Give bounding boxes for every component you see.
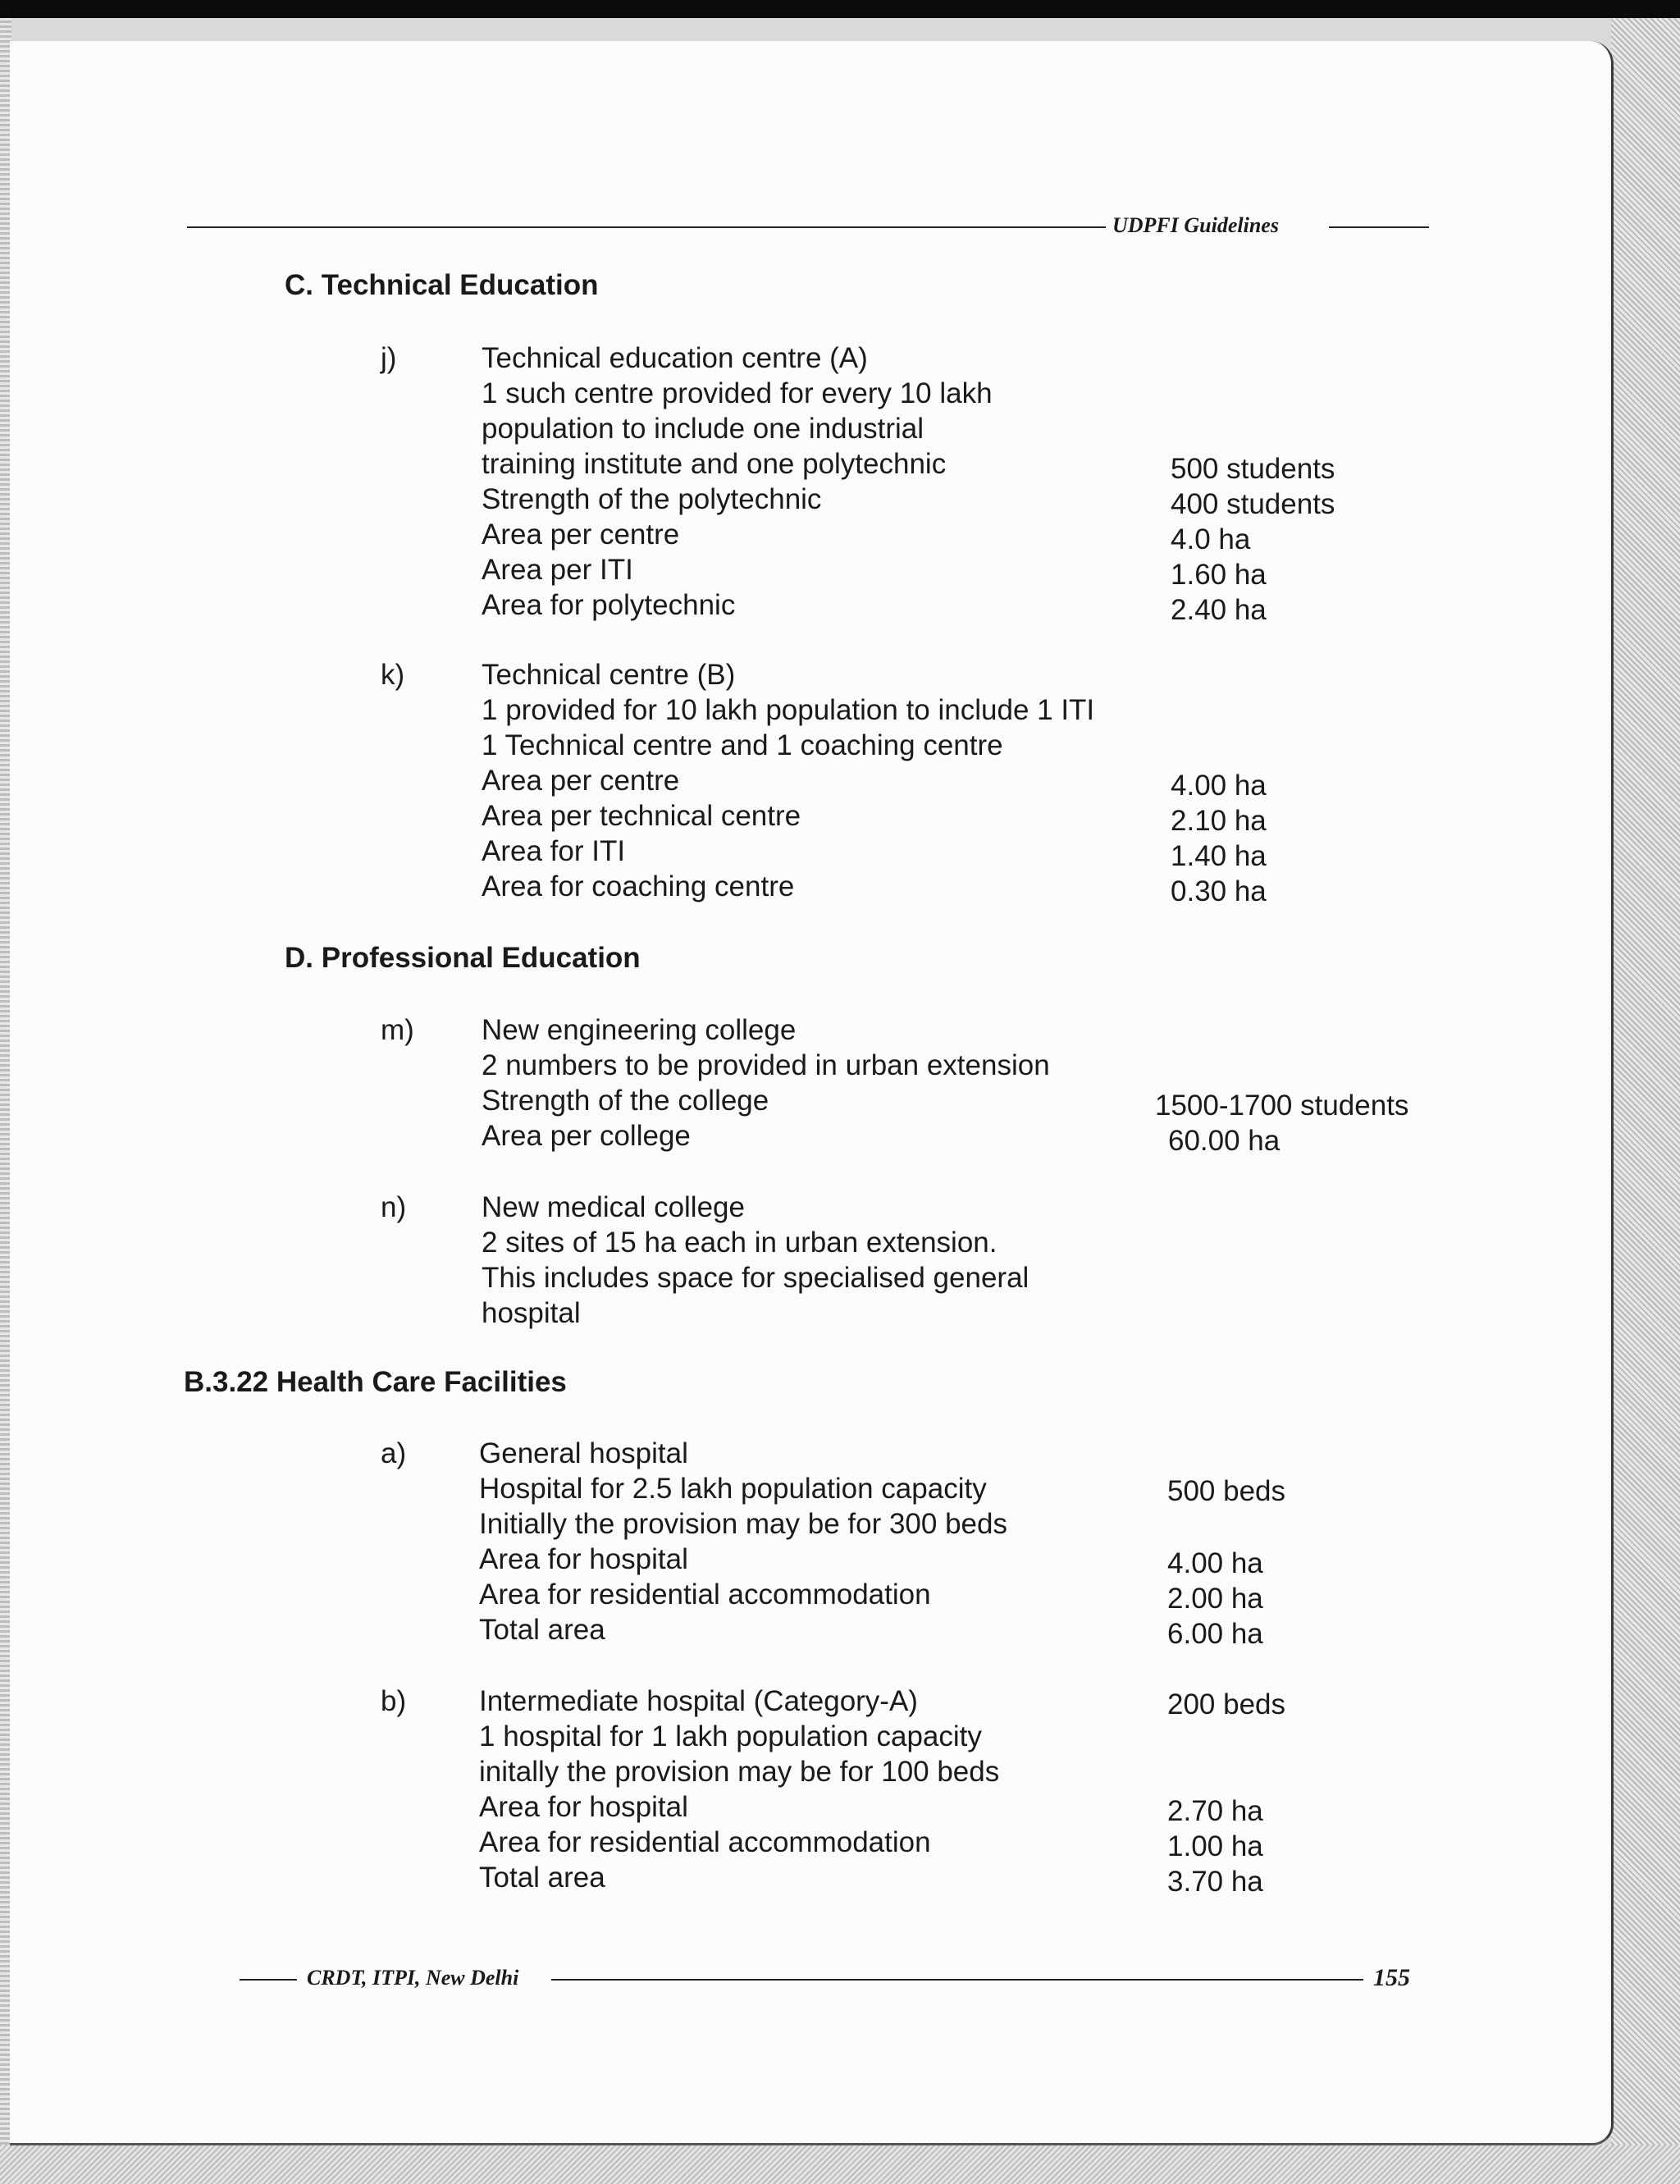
footer-publisher: CRDT, ITPI, New Delhi (307, 1966, 519, 1990)
item-k-line: Technical centre (B) (482, 659, 736, 691)
item-m-line: Strength of the college (482, 1085, 769, 1117)
item-a-line: Total area (479, 1614, 605, 1646)
item-k-line: Area per centre (482, 765, 680, 797)
item-j-line: Strength of the polytechnic (482, 483, 822, 515)
item-b-line: initally the provision may be for 100 beds (479, 1756, 1000, 1788)
item-a-line: General hospital (479, 1437, 688, 1469)
footer-rule-left (240, 1979, 297, 1981)
scan-top-edge (0, 0, 1680, 18)
item-n-line: This includes space for specialised general (482, 1262, 1029, 1294)
item-b-line: 1 hospital for 1 lakh population capacity (479, 1720, 982, 1752)
item-b-line: Intermediate hospital (Category-A) (479, 1685, 918, 1717)
item-label-j: j) (381, 342, 397, 374)
item-m-line: 2 numbers to be provided in urban extension (482, 1049, 1050, 1081)
item-m-line: Area per college (482, 1120, 691, 1152)
item-j-value: 2.40 ha (1171, 594, 1267, 626)
section-title-health-care-facilities: B.3.22 Health Care Facilities (184, 1366, 567, 1398)
item-j-value: 4.0 ha (1171, 523, 1251, 555)
item-a-line: Area for hospital (479, 1543, 688, 1575)
scan-right-edge (1611, 18, 1680, 2184)
item-j-line: Area per centre (482, 519, 680, 551)
item-j-value: 500 students (1171, 453, 1335, 485)
item-b-value: 200 beds (1167, 1688, 1286, 1720)
header-rule-left (187, 226, 1106, 228)
item-label-m: m) (381, 1014, 414, 1046)
item-k-line: Area for ITI (482, 835, 626, 867)
item-b-line: Area for hospital (479, 1791, 688, 1823)
item-j-line: Technical education centre (A) (482, 342, 868, 374)
item-m-value: 1500-1700 students (1155, 1090, 1409, 1122)
item-label-n: n) (381, 1191, 407, 1223)
document-page (10, 41, 1614, 2145)
item-j-line: Area for polytechnic (482, 589, 736, 621)
item-label-a: a) (381, 1437, 407, 1469)
item-k-value: 1.40 ha (1171, 840, 1267, 872)
item-j-line: 1 such centre provided for every 10 lakh (482, 377, 993, 409)
item-k-value: 0.30 ha (1171, 875, 1267, 907)
header-title: UDPFI Guidelines (1112, 213, 1279, 237)
item-k-value: 2.10 ha (1171, 805, 1267, 837)
item-a-line: Hospital for 2.5 lakh population capacity (479, 1473, 987, 1505)
item-j-line: population to include one industrial (482, 413, 924, 445)
item-j-line: training institute and one polytechnic (482, 448, 947, 480)
item-n-line: New medical college (482, 1191, 745, 1223)
header-rule-right (1329, 226, 1429, 228)
item-b-line: Total area (479, 1862, 605, 1894)
page-number: 155 (1373, 1964, 1410, 1991)
scan-bottom-edge (0, 2145, 1680, 2184)
item-a-line: Area for residential accommodation (479, 1579, 931, 1611)
item-label-b: b) (381, 1685, 407, 1717)
item-k-line: Area for coaching centre (482, 870, 795, 902)
item-b-value: 1.00 ha (1167, 1830, 1263, 1862)
item-k-line: 1 provided for 10 lakh population to include 1 ITI (482, 694, 1095, 726)
section-title-technical-education: C. Technical Education (285, 269, 599, 301)
item-j-value: 400 students (1171, 488, 1335, 520)
item-j-line: Area per ITI (482, 554, 633, 586)
item-b-value: 3.70 ha (1167, 1866, 1263, 1898)
footer-rule-right (551, 1979, 1363, 1981)
item-n-line: hospital (482, 1297, 581, 1329)
item-a-line: Initially the provision may be for 300 beds (479, 1508, 1007, 1540)
item-a-value: 6.00 ha (1167, 1618, 1263, 1650)
item-k-value: 4.00 ha (1171, 770, 1267, 802)
item-m-value: 60.00 ha (1168, 1125, 1281, 1157)
item-j-value: 1.60 ha (1171, 559, 1267, 591)
item-k-line: Area per technical centre (482, 800, 801, 832)
item-m-line: New engineering college (482, 1014, 797, 1046)
item-n-line: 2 sites of 15 ha each in urban extension. (482, 1227, 998, 1259)
item-b-value: 2.70 ha (1167, 1795, 1263, 1827)
item-k-line: 1 Technical centre and 1 coaching centre (482, 729, 1003, 761)
item-a-value: 2.00 ha (1167, 1583, 1263, 1615)
section-title-professional-education: D. Professional Education (285, 942, 641, 974)
item-a-value: 4.00 ha (1167, 1547, 1263, 1579)
item-b-line: Area for residential accommodation (479, 1826, 931, 1858)
item-a-value: 500 beds (1167, 1475, 1286, 1507)
item-label-k: k) (381, 659, 405, 691)
